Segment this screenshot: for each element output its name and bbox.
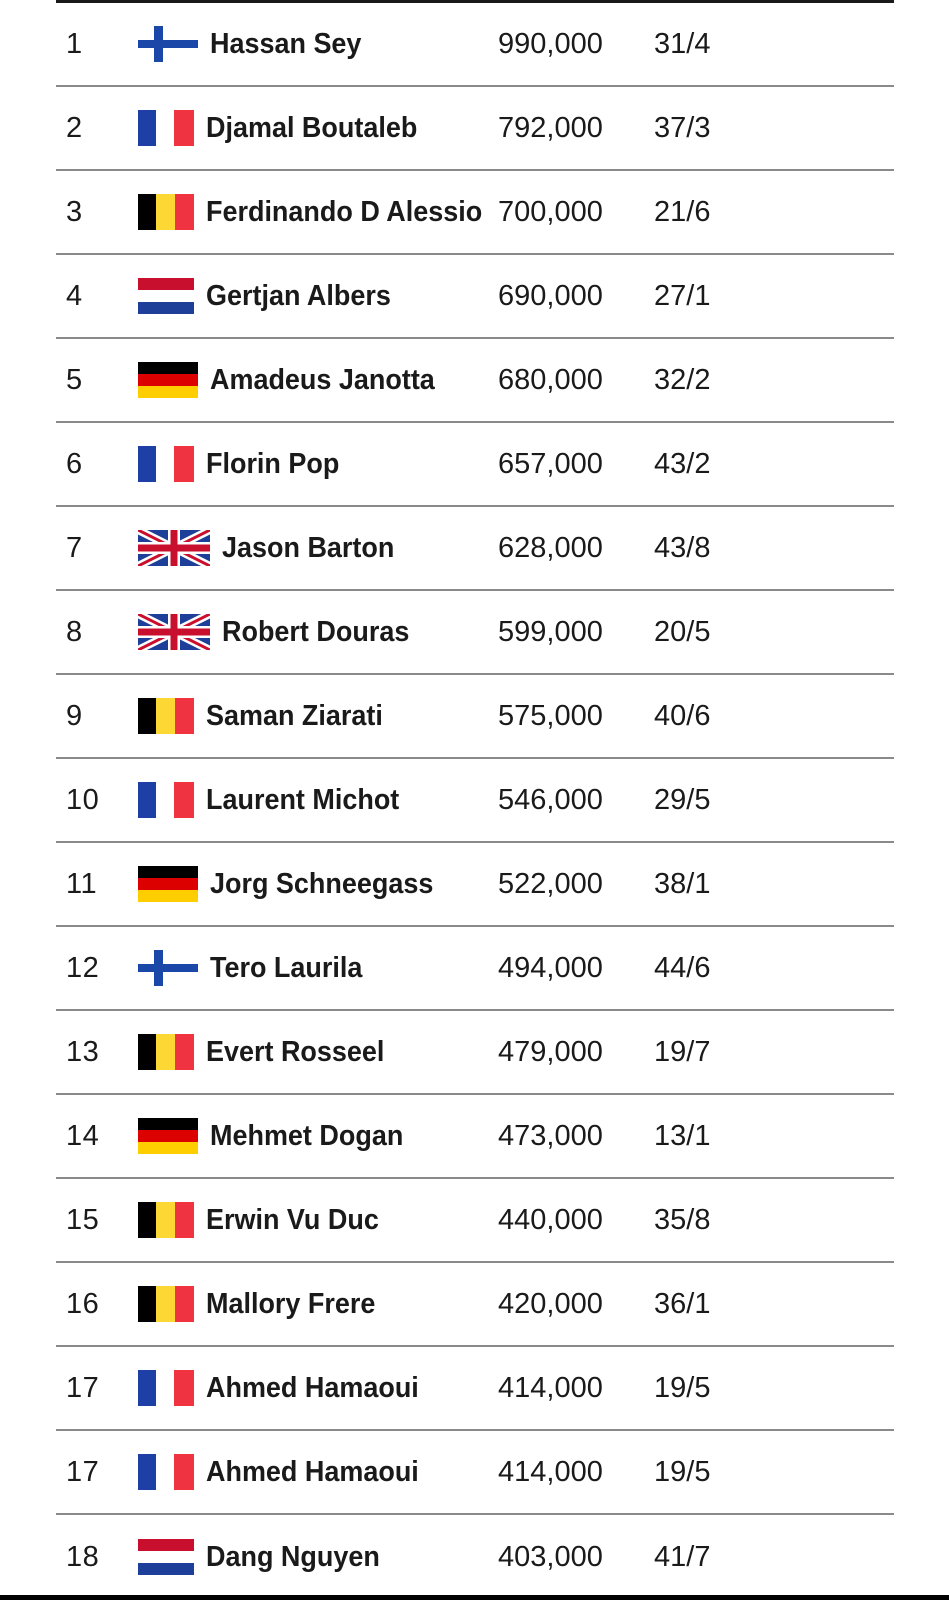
ratio: 32/2 — [654, 363, 711, 396]
belgium-flag-icon — [138, 698, 194, 734]
player-name: Tero Laurila — [210, 951, 363, 984]
finland-flag-icon — [138, 950, 198, 986]
table-row — [56, 1179, 894, 1263]
ratio: 44/6 — [654, 951, 711, 984]
france-flag-icon — [138, 446, 194, 482]
amount: 420,000 — [498, 1287, 603, 1320]
amount: 414,000 — [498, 1455, 603, 1488]
table-row — [56, 1347, 894, 1431]
belgium-flag-icon — [138, 1202, 194, 1238]
finland-flag-icon — [138, 26, 198, 62]
table-row — [56, 423, 894, 507]
table-row — [56, 675, 894, 759]
germany-flag-icon — [138, 1118, 194, 1154]
belgium-flag-icon — [138, 1034, 194, 1070]
rank: 13 — [66, 1035, 100, 1068]
amount: 440,000 — [498, 1203, 603, 1236]
ratio: 43/8 — [654, 531, 711, 564]
uk-flag-icon — [138, 614, 210, 650]
rank: 6 — [66, 447, 83, 480]
ratio: 19/5 — [654, 1371, 711, 1404]
player-name: Mallory Frere — [206, 1287, 376, 1320]
amount: 990,000 — [498, 27, 603, 60]
player-name: Ferdinando D Alessio — [206, 195, 483, 228]
amount: 546,000 — [498, 783, 603, 816]
table-row — [56, 87, 894, 171]
rank: 4 — [66, 279, 83, 312]
germany-flag-icon — [138, 362, 194, 398]
table-row — [56, 1263, 894, 1347]
rank: 10 — [66, 783, 100, 816]
rank: 14 — [66, 1119, 100, 1152]
amount: 494,000 — [498, 951, 603, 984]
rank: 17 — [66, 1371, 100, 1404]
france-flag-icon — [138, 782, 194, 818]
amount: 599,000 — [498, 615, 603, 648]
player-name: Dang Nguyen — [206, 1540, 380, 1573]
ratio: 40/6 — [654, 699, 711, 732]
ratio: 35/8 — [654, 1203, 711, 1236]
table-row — [56, 591, 894, 675]
amount: 403,000 — [498, 1540, 603, 1573]
amount: 414,000 — [498, 1371, 603, 1404]
bottom-border — [0, 1595, 949, 1600]
table-row — [56, 171, 894, 255]
rank: 9 — [66, 699, 83, 732]
rank: 11 — [66, 867, 98, 900]
ratio: 20/5 — [654, 615, 711, 648]
ratio: 31/4 — [654, 27, 711, 60]
ratio: 21/6 — [654, 195, 711, 228]
amount: 575,000 — [498, 699, 603, 732]
player-name: Ahmed Hamaoui — [206, 1455, 419, 1488]
ratio: 19/5 — [654, 1455, 711, 1488]
amount: 522,000 — [498, 867, 603, 900]
player-name: Hassan Sey — [210, 27, 362, 60]
rank: 2 — [66, 111, 83, 144]
ratio: 36/1 — [654, 1287, 711, 1320]
netherlands-flag-icon — [138, 1539, 194, 1575]
player-name: Ahmed Hamaoui — [206, 1371, 419, 1404]
player-name: Florin Pop — [206, 447, 340, 480]
ratio: 29/5 — [654, 783, 711, 816]
amount: 628,000 — [498, 531, 603, 564]
germany-flag-icon — [138, 866, 194, 902]
rank: 5 — [66, 363, 83, 396]
amount: 473,000 — [498, 1119, 603, 1152]
table-row — [56, 507, 894, 591]
ratio: 43/2 — [654, 447, 711, 480]
player-name: Amadeus Janotta — [210, 363, 435, 396]
table-row — [56, 927, 894, 1011]
rank: 3 — [66, 195, 83, 228]
table-row — [56, 339, 894, 423]
ratio: 19/7 — [654, 1035, 711, 1068]
rank: 12 — [66, 951, 100, 984]
rank: 8 — [66, 615, 83, 648]
player-name: Robert Douras — [222, 615, 410, 648]
player-name: Mehmet Dogan — [210, 1119, 404, 1152]
ratio: 37/3 — [654, 111, 711, 144]
rank: 7 — [66, 531, 83, 564]
table-row — [56, 759, 894, 843]
amount: 792,000 — [498, 111, 603, 144]
ranking-table — [56, 3, 894, 1599]
table-row — [56, 1011, 894, 1095]
player-name: Jorg Schneegass — [210, 867, 434, 900]
player-name: Erwin Vu Duc — [206, 1203, 379, 1236]
amount: 479,000 — [498, 1035, 603, 1068]
table-row — [56, 3, 894, 87]
table-row — [56, 1431, 894, 1515]
rank: 1 — [66, 27, 83, 60]
france-flag-icon — [138, 1370, 194, 1406]
ratio: 27/1 — [654, 279, 711, 312]
table-row — [56, 1095, 894, 1179]
netherlands-flag-icon — [138, 278, 194, 314]
player-name: Jason Barton — [222, 531, 395, 564]
player-name: Evert Rosseel — [206, 1035, 385, 1068]
table-row — [56, 1515, 894, 1599]
amount: 690,000 — [498, 279, 603, 312]
rank: 15 — [66, 1203, 100, 1236]
rank: 17 — [66, 1455, 100, 1488]
france-flag-icon — [138, 1454, 194, 1490]
amount: 680,000 — [498, 363, 603, 396]
player-name: Djamal Boutaleb — [206, 111, 418, 144]
player-name: Saman Ziarati — [206, 699, 383, 732]
table-row — [56, 843, 894, 927]
belgium-flag-icon — [138, 1286, 194, 1322]
belgium-flag-icon — [138, 194, 194, 230]
player-name: Gertjan Albers — [206, 279, 391, 312]
france-flag-icon — [138, 110, 194, 146]
uk-flag-icon — [138, 530, 210, 566]
ratio: 13/1 — [654, 1119, 711, 1152]
rank: 18 — [66, 1540, 100, 1573]
rank: 16 — [66, 1287, 100, 1320]
ratio: 38/1 — [654, 867, 711, 900]
player-name: Laurent Michot — [206, 783, 400, 816]
ratio: 41/7 — [654, 1540, 711, 1573]
amount: 700,000 — [498, 195, 603, 228]
table-row — [56, 255, 894, 339]
amount: 657,000 — [498, 447, 603, 480]
